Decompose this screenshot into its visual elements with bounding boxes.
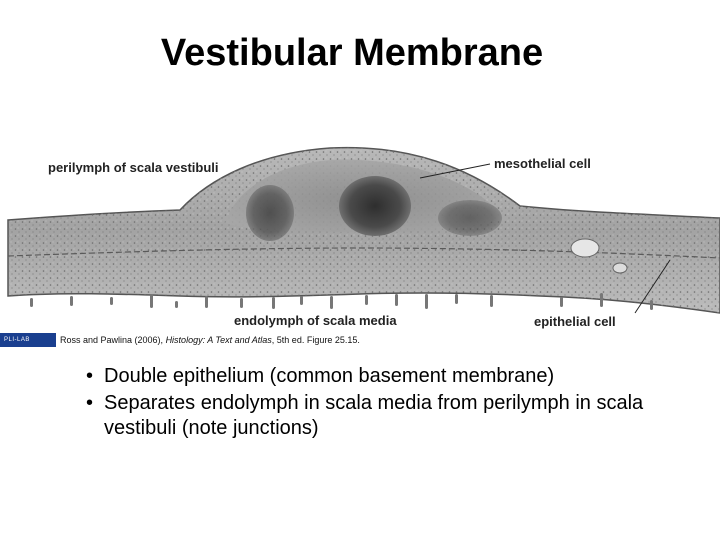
bullet-text: Separates endolymph in scala media from perilymph in scala vestibuli (note junctions) xyxy=(104,392,644,439)
label-epithelial-cell: epithelial cell xyxy=(534,314,616,329)
bullet-item xyxy=(86,391,706,441)
citation-authors: Ross and Pawlina (2006), xyxy=(60,335,166,345)
figure-citation xyxy=(60,334,360,346)
nucleus-center xyxy=(339,176,411,236)
citation-edition: , 5th ed. Figure 25.15. xyxy=(271,335,360,345)
slide-title: Vestibular Membrane xyxy=(160,32,544,74)
citation-book-title: Histology: A Text and Atlas xyxy=(165,335,272,345)
vacuole xyxy=(613,263,627,273)
bullet-item xyxy=(86,364,706,389)
bullet-list xyxy=(86,364,706,443)
bullet-symbol: • xyxy=(86,392,94,414)
publisher-logo: PLI-LAB xyxy=(0,333,56,347)
nucleus-left xyxy=(246,185,294,241)
bullet-text: Double epithelium (common basement membrane) xyxy=(104,365,555,387)
vacuole xyxy=(571,239,599,257)
label-endolymph: endolymph of scala media xyxy=(234,313,397,328)
bullet-symbol: • xyxy=(86,365,94,387)
label-mesothelial-cell: mesothelial cell xyxy=(494,156,591,171)
nucleus-right xyxy=(438,200,502,236)
label-perilymph: perilymph of scala vestibuli xyxy=(48,160,219,175)
micrograph-figure xyxy=(0,108,720,353)
